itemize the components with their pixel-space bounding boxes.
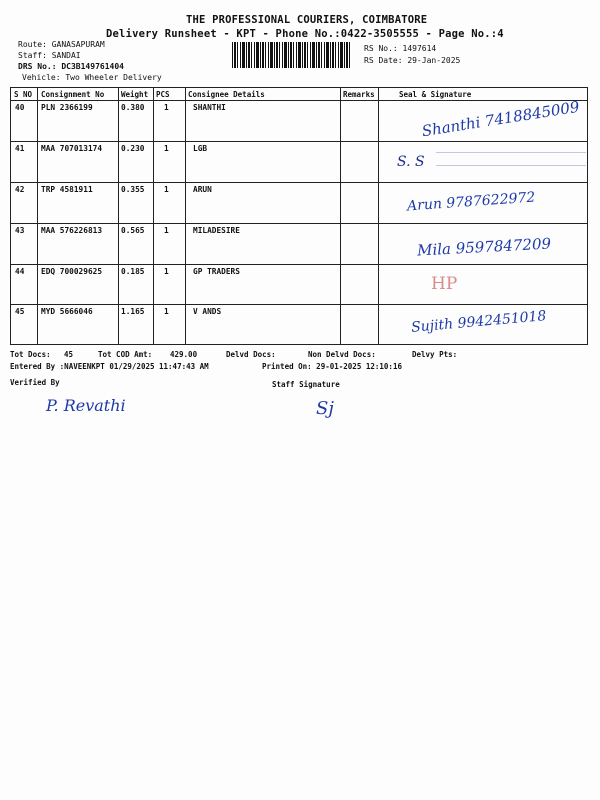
signature-row40: Shanthi 7418845009 xyxy=(420,97,581,141)
row-sno: 40 xyxy=(15,103,25,112)
tot-docs-value: 45 xyxy=(64,350,74,359)
row-consignment: EDQ 700029625 xyxy=(41,267,103,276)
document-title: THE PROFESSIONAL COURIERS, COIMBATORE xyxy=(186,14,428,26)
signature-row44: HP xyxy=(431,274,458,294)
row-consignee: ARUN xyxy=(193,185,212,194)
row-sno: 43 xyxy=(15,226,25,235)
barcode xyxy=(232,42,350,68)
row-weight: 0.380 xyxy=(121,103,145,112)
row-consignment: MAA 707013174 xyxy=(41,144,103,153)
row-consignment: MAA 576226813 xyxy=(41,226,103,235)
row-sno: 44 xyxy=(15,267,25,276)
runsheet-table xyxy=(10,87,588,345)
verified-by-label: Verified By xyxy=(10,378,60,387)
col-consignee: Consignee Details xyxy=(188,90,265,99)
col-seal-signature: Seal & Signature xyxy=(399,90,472,99)
row-sno: 41 xyxy=(15,144,25,153)
printed-on: Printed On: 29-01-2025 12:10:16 xyxy=(262,362,402,371)
row-pcs: 1 xyxy=(164,267,169,276)
staff-text: Staff: SANDAI xyxy=(18,51,81,60)
row-consignee: SHANTHI xyxy=(193,103,226,112)
tot-cod-value: 429.00 xyxy=(170,350,198,359)
row-consignment: PLN 2366199 xyxy=(41,103,93,112)
row-sno: 42 xyxy=(15,185,25,194)
delvy-pts-label: Delvy Pts: xyxy=(412,350,458,359)
route-text: Route: GANASAPURAM xyxy=(18,40,105,49)
stamp-row41 xyxy=(436,146,586,182)
col-sno: S NO xyxy=(14,90,33,99)
staff-signature: Sj xyxy=(316,398,334,419)
signature-row45: Sujith 9942451018 xyxy=(410,308,548,336)
document-subtitle: Delivery Runsheet - KPT - Phone No.:0422-3505555 - Page No.:4 xyxy=(106,28,504,40)
row-weight: 1.165 xyxy=(121,307,145,316)
row-weight: 0.230 xyxy=(121,144,145,153)
row-consignee: V ANDS xyxy=(193,307,222,316)
signature-row41: S. S xyxy=(397,154,425,170)
vehicle-text: Vehicle: Two Wheeler Delivery xyxy=(22,73,162,82)
col-weight: Weight xyxy=(121,90,149,99)
row-consignee: LGB xyxy=(193,144,208,153)
entered-by: Entered By :NAVEENKPT 01/29/2025 11:47:43 AM xyxy=(10,362,209,371)
delvd-docs-label: Delvd Docs: xyxy=(226,350,276,359)
row-pcs: 1 xyxy=(164,103,169,112)
row-pcs: 1 xyxy=(164,307,169,316)
col-pcs: PCS xyxy=(156,90,170,99)
row-weight: 0.355 xyxy=(121,185,145,194)
row-consignee: MILADESIRE xyxy=(193,226,240,235)
col-remarks: Remarks xyxy=(343,90,375,99)
row-pcs: 1 xyxy=(164,226,169,235)
col-consignment: Consignment No xyxy=(41,90,105,99)
tot-docs-label: Tot Docs: xyxy=(10,350,51,359)
row-consignee: GP TRADERS xyxy=(193,267,240,276)
row-weight: 0.565 xyxy=(121,226,145,235)
row-weight: 0.185 xyxy=(121,267,145,276)
signature-row43: Mila 9597847209 xyxy=(416,234,552,260)
row-consignment: MYD 5666046 xyxy=(41,307,93,316)
tot-cod-label: Tot COD Amt: xyxy=(98,350,153,359)
signature-row42: Arun 9787622972 xyxy=(406,189,536,215)
rs-date: RS Date: 29-Jan-2025 xyxy=(364,56,461,65)
row-pcs: 1 xyxy=(164,144,169,153)
drs-number: DRS No.: DC3B149761404 xyxy=(18,62,124,71)
staff-signature-label: Staff Signature xyxy=(272,380,340,389)
row-sno: 45 xyxy=(15,307,25,316)
rs-number: RS No.: 1497614 xyxy=(364,44,437,53)
row-pcs: 1 xyxy=(164,185,169,194)
non-delvd-docs-label: Non Delvd Docs: xyxy=(308,350,376,359)
verified-signature: P. Revathi xyxy=(46,396,126,415)
row-consignment: TRP 4581911 xyxy=(41,185,93,194)
